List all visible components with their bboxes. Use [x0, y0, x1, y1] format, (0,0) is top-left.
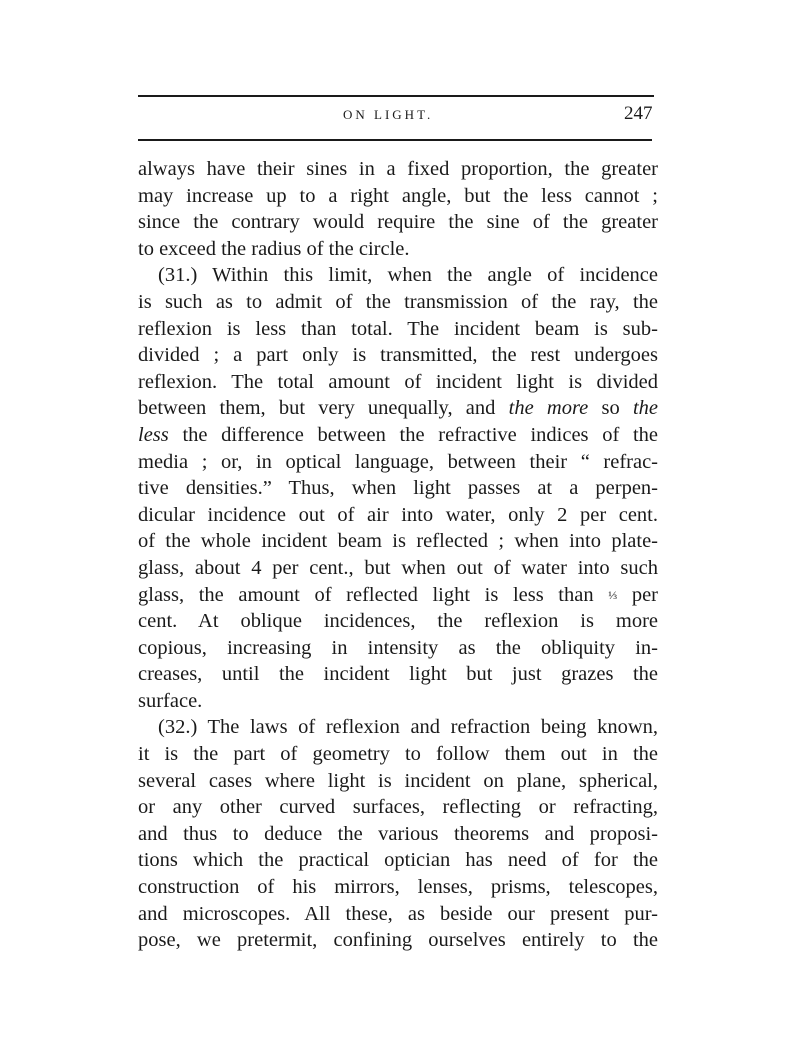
text-line: may increase up to a right angle, but the less cannot ;	[138, 184, 658, 207]
text-line: surface.	[138, 689, 203, 712]
italic-text: less	[138, 423, 169, 446]
text-line: it is the part of geometry to follow them out in the	[138, 743, 658, 766]
text-segment: glass, the amount of reflected light is less than	[138, 583, 594, 606]
header-bottom-rule	[138, 139, 652, 141]
text-line: and thus to deduce the various theorems and proposi-	[138, 822, 658, 845]
text-line: tions which the practical optician has need of for the	[138, 849, 658, 872]
paragraph-32-start: (32.) The laws of reflexion and refraction being known,	[158, 716, 658, 739]
text-line: dicular incidence out of air into water, only 2 per cent.	[138, 503, 658, 526]
text-line	[138, 395, 658, 422]
text-line	[138, 422, 658, 449]
text-segment: so	[601, 397, 620, 420]
text-line: divided ; a part only is transmitted, the rest undergoes	[138, 344, 658, 367]
italic-text: the	[632, 397, 659, 420]
text-line: media ; or, in optical language, between their “ refrac-	[138, 450, 658, 473]
text-line: reflexion is less than total. The incident beam is sub-	[138, 317, 658, 340]
text-line: cent. At oblique incidences, the reflexion is more	[138, 610, 658, 633]
text-line: construction of his mirrors, lenses, prisms, telescopes,	[138, 876, 658, 899]
text-line: reflexion. The total amount of incident light is divided	[138, 370, 658, 393]
text-line: is such as to admit of the transmission of the ray, the	[138, 290, 658, 313]
page-body	[138, 156, 658, 954]
paragraph-31-start: (31.) Within this limit, when the angle of incidence	[158, 264, 658, 287]
text-segment: the difference between the refractive indices of the	[182, 423, 658, 446]
running-head: ON LIGHT.	[343, 107, 434, 122]
text-line: since the contrary would require the sine of the greater	[138, 211, 658, 234]
page-number: 247	[624, 103, 653, 124]
text-line: glass, about 4 per cent., but when out of water into such	[138, 556, 658, 579]
text-segment: per	[631, 583, 658, 606]
text-line: creases, until the incident light but just grazes the	[138, 663, 658, 686]
fraction-one-third: ⅓	[608, 587, 618, 602]
text-segment: between them, but very unequally, and	[138, 397, 496, 420]
text-line: to exceed the radius of the circle.	[138, 237, 410, 260]
italic-text: the more	[508, 397, 589, 420]
text-line: and microscopes. All these, as beside our present pur-	[138, 902, 658, 925]
text-line: tive densities.” Thus, when light passes at a perpen-	[138, 477, 658, 500]
text-line	[138, 582, 658, 609]
text-line: copious, increasing in intensity as the obliquity in-	[138, 636, 658, 659]
text-line: pose, we pretermit, confining ourselves entirely to the	[138, 929, 658, 952]
header-top-rule	[138, 95, 654, 97]
text-line: always have their sines in a fixed proportion, the greater	[138, 158, 658, 180]
text-line: or any other curved surfaces, reflecting or refracting,	[138, 796, 658, 819]
text-line: several cases where light is incident on plane, spherical,	[138, 769, 658, 792]
text-line: of the whole incident beam is reflected ; when into plate-	[138, 530, 658, 553]
